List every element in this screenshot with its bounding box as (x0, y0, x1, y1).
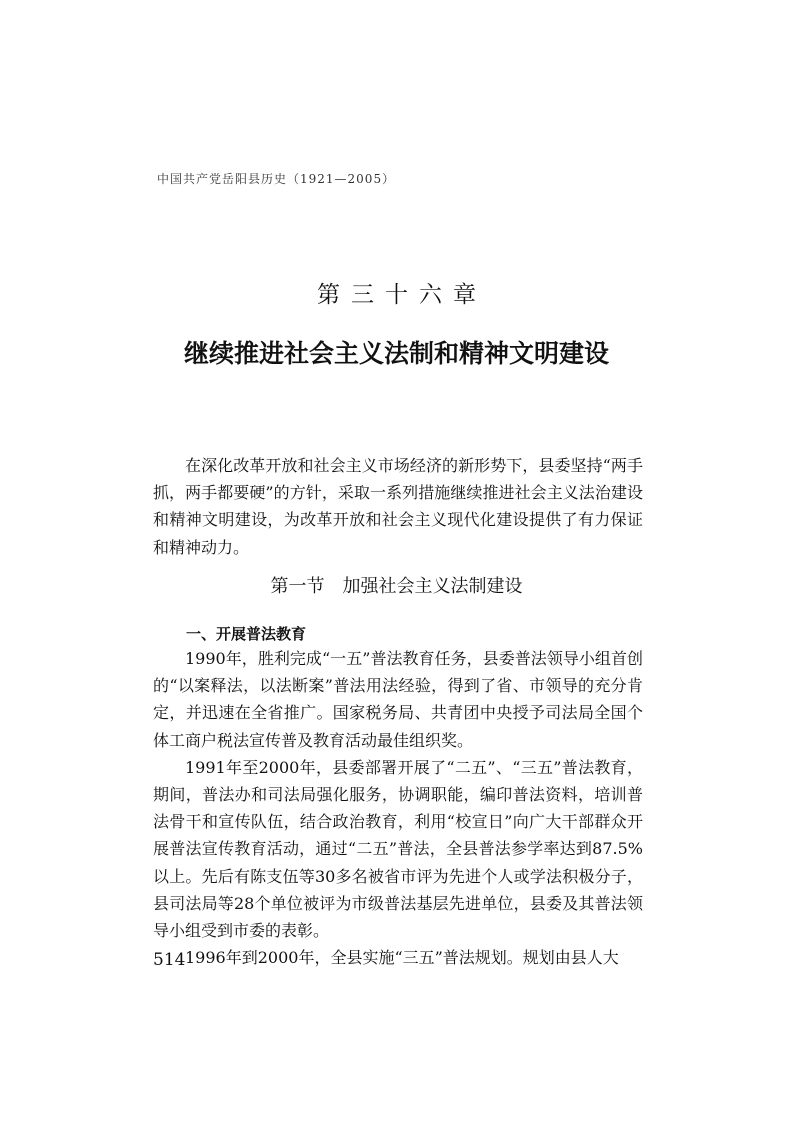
chapter-title: 继续推进社会主义法制和精神文明建设 (183, 339, 609, 368)
subheading: 一、开展普法教育 (186, 625, 307, 643)
running-header: 中国共产党岳阳县历史（1921—2005） (157, 172, 396, 186)
intro-paragraph: 在深化改革开放和社会主义市场经济的新形势下，县委坚持“两手抓，两手都要硬”的方针，采取一系列措施继续推进社会主义法治建设和精神文明建设，为改革开放和社会主义现代化建设提供了有力保证和精神动力。 (153, 456, 643, 557)
intro-block (153, 452, 643, 561)
body-paragraph: 1991年至2000年，县委部署开展了“二五”、“三五”普法教育，期间，普法办和司法局强化服务，协调职能，编印普法资料，培训普法骨干和宣传队伍，结合政治教育，利用“校宣日”向广大干部群众开展普法宣传教育活动，通过“二五”普法，全县普法参学率达到87.5%以上。先后有陈支伍等30多名被省市评为先进个人或学法积极分子，县司法局等28个单位被评为市级普法基层先进单位，县委及其普法领导小组受到市委的表彰。 (153, 757, 643, 941)
body-paragraph: 1996年到2000年，全县实施“三五”普法规划。规划由县人大 (185, 948, 619, 968)
body-paragraph: 1990年，胜利完成“一五”普法教育任务，县委普法领导小组首创的“以案释法，以法断案”普法用法经验，得到了省、市领导的充分肯定，并迅速在全省推广。国家税务局、共青团中央授予司法局全国个体工商户税法宣传普及教育活动最佳组织奖。 (153, 649, 643, 750)
chapter-number: 第三十六章 (317, 282, 487, 308)
page-number: 514 (153, 950, 186, 970)
body-text-block (153, 645, 643, 971)
section-heading: 第一节 加强社会主义法制建设 (270, 576, 523, 597)
